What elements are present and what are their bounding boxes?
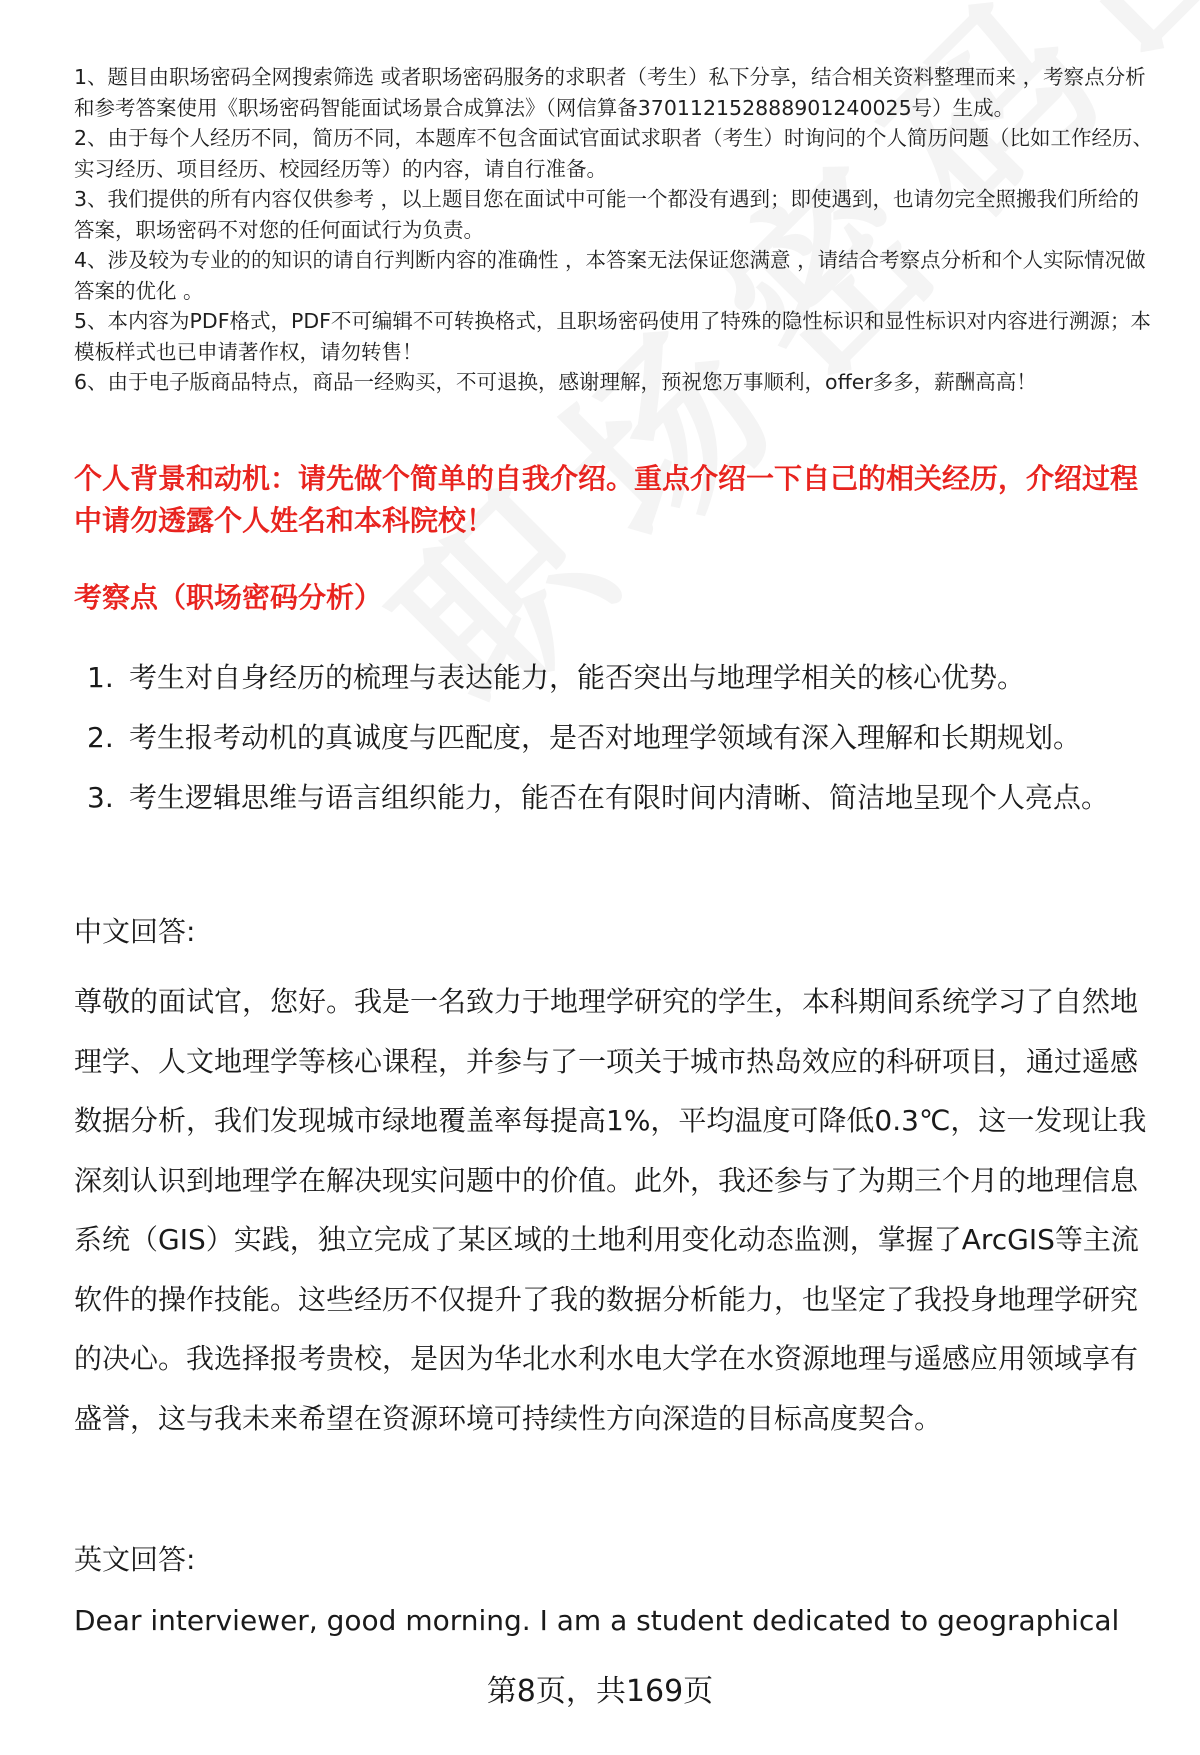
notice-item: 3、我们提供的所有内容仅供参考 ，以上题目您在面试中可能一个都没有遇到；即使遇到，也请勿完全照搬我们所给的答案，职场密码不对您的任何面试行为负责。 xyxy=(74,187,1140,242)
point-text: 考生报考动机的真诚度与匹配度，是否对地理学领域有深入理解和长期规划。 xyxy=(129,721,1082,754)
interview-question: 个人背景和动机：请先做个简单的自我介绍。重点介绍一下自己的相关经历，介绍过程中请勿透露个人姓名和本科院校！ xyxy=(74,462,1139,537)
point-text: 考生逻辑思维与语言组织能力，能否在有限时间内清晰、简洁地呈现个人亮点。 xyxy=(129,781,1110,814)
notice-item: 1、题目由职场密码全网搜索筛选 或者职场密码服务的求职者（考生）私下分享，结合相关资料整理而来 ，考察点分析和参考答案使用《职场密码智能面试场景合成算法》（网信算备370112152888901240025号）生成。 xyxy=(74,65,1146,120)
disclaimer-notice xyxy=(74,62,1154,398)
notice-item: 4、涉及较为专业的的知识的请自行判断内容的准确性 ，本答案无法保证您满意 ，请结合考察点分析和个人实际情况做答案的优化 。 xyxy=(74,248,1146,303)
point-number: 2. xyxy=(87,721,114,754)
point-number: 1. xyxy=(87,661,114,694)
analysis-points-list xyxy=(74,648,1134,828)
chinese-answer-label: 中文回答: xyxy=(74,915,196,948)
notice-item: 2、由于每个人经历不同，简历不同，本题库不包含面试官面试求职者（考生）时询问的个人简历问题（比如工作经历、实习经历、项目经历、校园经历等）的内容，请自行准备。 xyxy=(74,126,1154,181)
english-answer-text: Dear interviewer, good morning. I am a student dedicated to geographical xyxy=(74,1604,1120,1637)
english-answer-label: 英文回答: xyxy=(74,1543,196,1576)
point-text: 考生对自身经历的梳理与表达能力，能否突出与地理学相关的核心优势。 xyxy=(129,661,1026,694)
chinese-answer-text: 尊敬的面试官，您好。我是一名致力于地理学研究的学生，本科期间系统学习了自然地理学、人文地理学等核心课程，并参与了一项关于城市热岛效应的科研项目，通过遥感数据分析，我们发现城市绿地覆盖率每提高1%，平均温度可降低0.3℃，这一发现让我深刻认识到地理学在解决现实问题中的价值。此外，我还参与了为期三个月的地理信息系统（GIS）实践，独立完成了某区域的土地利用变化动态监测，掌握了ArcGIS等主流软件的操作技能。这些经历不仅提升了我的数据分析能力，也坚定了我投身地理学研究的决心。我选择报考贵校，是因为华北水利水电大学在水资源地理与遥感应用领域享有盛誉，这与我未来希望在资源环境可持续性方向深造的目标高度契合。 xyxy=(74,985,1147,1435)
analysis-point xyxy=(74,708,1134,768)
notice-item: 5、本内容为PDF格式，PDF不可编辑不可转换格式，且职场密码使用了特殊的隐性标识和显性标识对内容进行溯源；本模板样式也已申请著作权，请勿转售！ xyxy=(74,309,1151,364)
notice-item: 6、由于电子版商品特点，商品一经购买，不可退换，感谢理解，预祝您万事顺利，offer多多，薪酬高高！ xyxy=(74,370,1037,394)
point-number: 3. xyxy=(87,781,114,814)
analysis-heading: 考察点（职场密码分析） xyxy=(74,581,383,614)
page-number: 第8页，共169页 xyxy=(486,1674,714,1709)
analysis-point xyxy=(74,648,1134,708)
analysis-point xyxy=(74,768,1134,828)
